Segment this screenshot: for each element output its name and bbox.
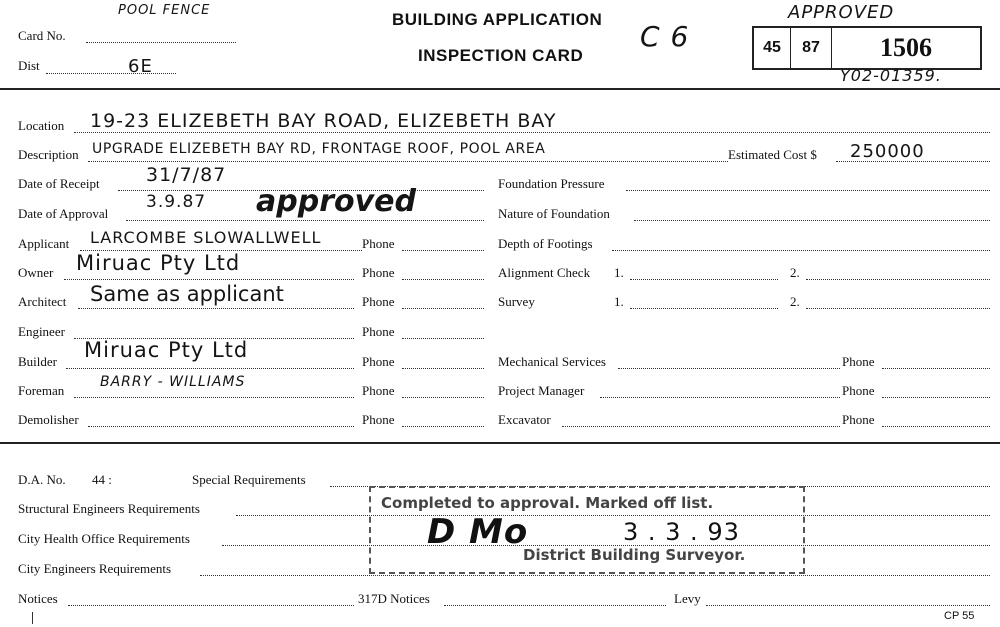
- mechanical-services-line: [618, 368, 840, 369]
- survey-2: 2.: [790, 294, 800, 309]
- location-line: [74, 132, 990, 133]
- project-manager-line: [600, 397, 840, 398]
- estimated-cost-label: Estimated Cost $: [728, 147, 817, 162]
- estimated-cost-value: 250000: [850, 141, 925, 162]
- form-code: CP 55: [944, 610, 975, 622]
- date-approval-line: [126, 220, 484, 221]
- notices-317d-line: [444, 605, 666, 606]
- da-no-label: D.A. No.: [18, 472, 66, 487]
- applicant-phone-line: [402, 250, 484, 251]
- survey-label: Survey: [498, 294, 535, 309]
- completion-stamp: [369, 486, 805, 574]
- nature-foundation-label: Nature of Foundation: [498, 206, 610, 221]
- depth-footings-line: [612, 250, 990, 251]
- stamp-date: 3 . 3 . 93: [623, 518, 740, 546]
- architect-phone-label: Phone: [362, 294, 395, 309]
- dist-label: Dist: [18, 58, 40, 73]
- card-no-label: Card No.: [18, 28, 66, 43]
- reference-number-box: [752, 26, 982, 70]
- project-manager-phone-label: Phone: [842, 383, 875, 398]
- pool-fence-note: POOL FENCE: [118, 3, 211, 18]
- applicant-value: LARCOMBE SLOWALLWELL: [90, 228, 322, 247]
- project-manager-phone-line: [882, 397, 990, 398]
- survey-line-1: [630, 308, 778, 309]
- owner-value: Miruac Pty Ltd: [76, 251, 241, 275]
- engineer-label: Engineer: [18, 324, 65, 339]
- location-label: Location: [18, 118, 65, 133]
- builder-value: Miruac Pty Ltd: [84, 338, 249, 362]
- dist-dotted-line: [46, 73, 176, 74]
- description-value: UPGRADE ELIZEBETH BAY RD, FRONTAGE ROOF, POOL AREA: [92, 141, 546, 157]
- survey-1: 1.: [614, 294, 624, 309]
- demolisher-line: [88, 426, 354, 427]
- title-line-1: BUILDING APPLICATION: [392, 10, 603, 29]
- city-health-requirements-label: City Health Office Requirements: [18, 531, 190, 546]
- box-cell-3: 1506: [831, 28, 980, 68]
- da-no-value: 44 :: [92, 472, 112, 487]
- approved-word-handwritten: approved: [256, 184, 416, 219]
- approved-handwritten: APPROVED: [788, 2, 895, 23]
- stamp-signature: D Mo: [427, 512, 529, 552]
- stamp-line-1: Completed to approval. Marked off list.: [381, 494, 714, 512]
- location-value: 19-23 ELIZEBETH BAY ROAD, ELIZEBETH BAY: [90, 110, 557, 132]
- builder-label: Builder: [18, 354, 57, 369]
- owner-label: Owner: [18, 265, 54, 280]
- mechanical-services-label: Mechanical Services: [498, 354, 606, 369]
- notices-label: Notices: [18, 591, 58, 606]
- foundation-pressure-line: [626, 190, 990, 191]
- applicant-label: Applicant: [18, 236, 70, 251]
- date-receipt-value: 31/7/87: [146, 164, 227, 186]
- dist-value: 6E: [128, 56, 153, 77]
- owner-line: [64, 279, 354, 280]
- project-manager-label: Project Manager: [498, 383, 585, 398]
- description-line: [88, 161, 728, 162]
- builder-line: [66, 368, 354, 369]
- levy-label: Levy: [674, 591, 701, 606]
- mechanical-phone-label: Phone: [842, 354, 875, 369]
- margin-tick: [32, 612, 33, 624]
- foreman-phone-label: Phone: [362, 383, 395, 398]
- depth-footings-label: Depth of Footings: [498, 236, 593, 251]
- levy-line: [706, 605, 990, 606]
- survey-line-2: [806, 308, 990, 309]
- code-handwritten: C 6: [640, 20, 690, 53]
- foreman-line: [74, 397, 354, 398]
- alignment-check-line-2: [806, 279, 990, 280]
- card-no-dotted-line: [86, 42, 236, 43]
- notices-line: [68, 605, 354, 606]
- alignment-check-1: 1.: [614, 265, 624, 280]
- builder-phone-label: Phone: [362, 354, 395, 369]
- foreman-label: Foreman: [18, 383, 65, 398]
- mechanical-phone-line: [882, 368, 990, 369]
- foundation-pressure-label: Foundation Pressure: [498, 176, 605, 191]
- demolisher-label: Demolisher: [18, 412, 79, 427]
- engineer-phone-line: [402, 338, 484, 339]
- middle-rule: [0, 442, 1000, 444]
- architect-phone-line: [402, 308, 484, 309]
- excavator-label: Excavator: [498, 412, 551, 427]
- foreman-phone-line: [402, 397, 484, 398]
- excavator-line: [562, 426, 840, 427]
- top-rule: [0, 88, 1000, 90]
- stamp-line-2: District Building Surveyor.: [523, 546, 746, 564]
- architect-line: [78, 308, 354, 309]
- architect-label: Architect: [18, 294, 67, 309]
- applicant-phone-label: Phone: [362, 236, 395, 251]
- date-approval-value: 3.9.87: [146, 192, 207, 212]
- excavator-phone-label: Phone: [842, 412, 875, 427]
- owner-phone-label: Phone: [362, 265, 395, 280]
- date-approval-label: Date of Approval: [18, 206, 109, 221]
- builder-phone-line: [402, 368, 484, 369]
- box-cell-1: 45: [763, 39, 781, 56]
- special-requirements-label: Special Requirements: [192, 472, 306, 487]
- engineer-phone-label: Phone: [362, 324, 395, 339]
- architect-value: Same as applicant: [90, 282, 284, 306]
- foreman-value: BARRY - WILLIAMS: [100, 374, 246, 390]
- reference-handwritten: Y02-01359.: [840, 66, 942, 85]
- alignment-check-2: 2.: [790, 265, 800, 280]
- city-engineers-requirements-line: [200, 575, 990, 576]
- demolisher-phone-line: [402, 426, 484, 427]
- alignment-check-label: Alignment Check: [498, 265, 591, 280]
- structural-requirements-label: Structural Engineers Requirements: [18, 501, 200, 516]
- alignment-check-line-1: [630, 279, 778, 280]
- description-label: Description: [18, 147, 79, 162]
- excavator-phone-line: [882, 426, 990, 427]
- date-receipt-label: Date of Receipt: [18, 176, 100, 191]
- owner-phone-line: [402, 279, 484, 280]
- nature-foundation-line: [634, 220, 990, 221]
- demolisher-phone-label: Phone: [362, 412, 395, 427]
- city-engineers-requirements-label: City Engineers Requirements: [18, 561, 172, 576]
- box-cell-2: 87: [790, 28, 831, 68]
- title-line-2: INSPECTION CARD: [418, 46, 584, 65]
- notices-317d-label: 317D Notices: [358, 591, 430, 606]
